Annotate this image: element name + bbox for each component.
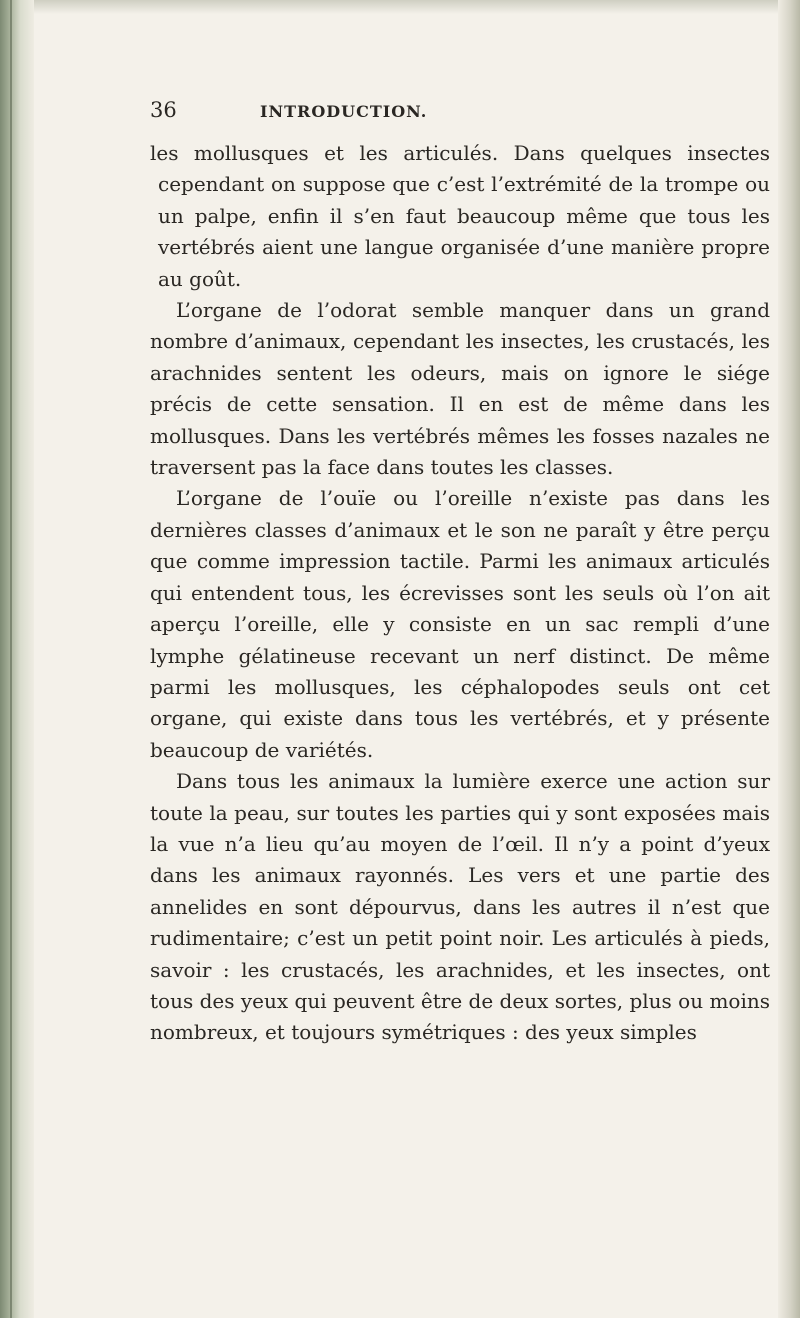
paragraph-3: L’organe de l’ouïe ou l’oreille n’existe pas dans les dernières classes d’animaux et le son ne paraît y être perçu que comme impression tactile. Parmi les animaux articulés qui entendent tous, les écrevisses sont les seuls où l’on ait aperçu l’oreille, elle y consiste en un sac rempli d’une lymphe gélatineuse recevant un nerf distinct. De même parmi les mollusques, les céphalopodes seuls ont cet organe, qui existe dans tous les vertébrés, et y présente beaucoup de variétés. [150,486,770,762]
paragraph-2: L’organe de l’odorat semble manquer dans un grand nombre d’animaux, cependant les insectes, les crustacés, les arachnides sentent les odeurs, mais on ignore le siége précis de cette sensation. Il en est de même dans les mollusques. Dans les vertébrés mêmes les fosses nazales ne traversent pas la face dans toutes les classes. [150,298,770,480]
running-head [150,94,770,138]
page-right-edge [778,0,800,1318]
page-top-edge [34,0,800,14]
running-title: INTRODUCTION. [260,102,428,121]
page-number: 36 [150,98,177,122]
paragraph-4: Dans tous les animaux la lumière exerce une action sur toute la peau, sur toutes les parties qui y sont exposées mais la vue n’a lieu qu’au moyen de l’œil. Il n’y a point d’yeux dans les animaux rayonnés. Les vers et une partie des annelides en sont dépourvus, dans les autres il n’est que rudimentaire; c’est un petit point noir. Les articulés à pieds, savoir : les crustacés, les arachnides, et les insectes, ont tous des yeux qui peuvent être de deux sortes, plus ou moins nombreux, et toujours symétriques : des yeux simples [150,769,770,1045]
paragraph-1: les mollusques et les articulés. Dans quelques insectes cependant on suppose que c’est l’extrémité de la trompe ou un palpe, enfin il s’en faut beaucoup même que tous les vertébrés aient une langue organisée d’une manière propre au goût. [150,141,770,291]
book-binding-edge [0,0,34,1318]
book-page [150,94,770,1049]
